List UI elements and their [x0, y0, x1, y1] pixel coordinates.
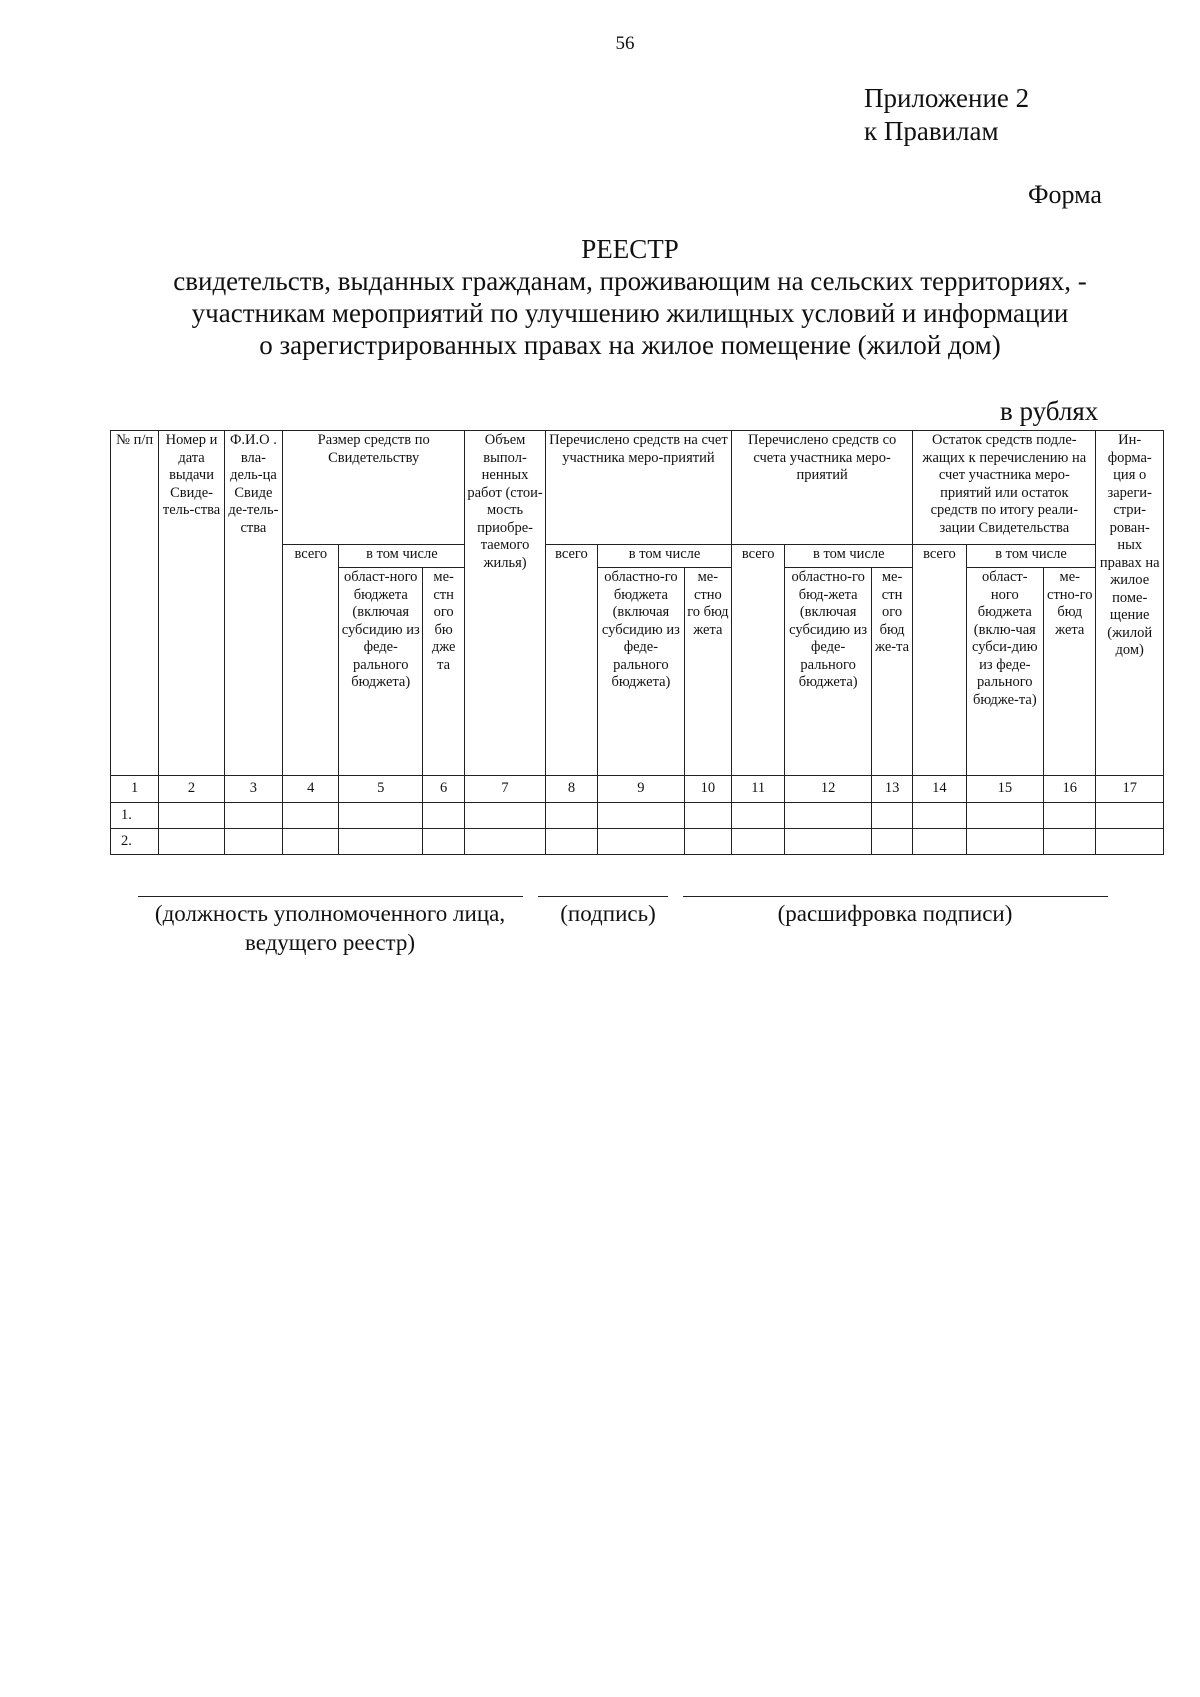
header-certificate-number-date: Номер и дата выдачи Свиде-тель-ства: [159, 431, 224, 776]
header-works-volume: Объем выпол-ненных работ (стои-мость приобре-таемого жилья): [465, 431, 546, 776]
table-cell[interactable]: [545, 803, 597, 829]
table-cell[interactable]: [224, 829, 282, 855]
table-cell[interactable]: [423, 829, 465, 855]
table-cell[interactable]: [913, 803, 966, 829]
position-caption-line1: (должность уполномоченного лица,: [154, 901, 506, 926]
table-row: [111, 829, 1164, 855]
header-including: в том числе: [966, 545, 1096, 568]
header-regional-budget: област-ного бюджета (вклю-чая субси-дию из феде-рального бюдже-та): [966, 568, 1044, 776]
decoding-line: [683, 896, 1108, 897]
table-cell[interactable]: [598, 803, 685, 829]
decoding-caption: (расшифровка подписи): [777, 901, 1013, 926]
header-local-budget: ме-стно-го бюд жета: [1044, 568, 1096, 776]
table-cell[interactable]: [684, 829, 731, 855]
table-cell[interactable]: [159, 803, 224, 829]
column-number: 13: [871, 776, 912, 803]
header-total: всего: [732, 545, 785, 776]
table-cell[interactable]: [871, 829, 912, 855]
table-cell[interactable]: [785, 829, 872, 855]
column-number: 15: [966, 776, 1044, 803]
header-regional-budget: областно-го бюджета (включая субсидию из феде-рального бюджета): [598, 568, 685, 776]
header-local-budget: ме-стн ого бюд же-та: [871, 568, 912, 776]
table-cell[interactable]: [684, 803, 731, 829]
column-number: 6: [423, 776, 465, 803]
table-cell[interactable]: [545, 829, 597, 855]
table-cell[interactable]: [785, 803, 872, 829]
title-line2: свидетельств, выданных гражданам, проживающим на сельских территориях, -: [173, 266, 1087, 296]
table-cell[interactable]: [283, 829, 339, 855]
position-caption-line2: ведущего реестр): [244, 930, 416, 955]
table-cell[interactable]: [224, 803, 282, 829]
column-number: 14: [913, 776, 966, 803]
column-number: 3: [224, 776, 282, 803]
column-number: 9: [598, 776, 685, 803]
header-total: всего: [545, 545, 597, 776]
header-local-budget: ме-стно го бюд жета: [684, 568, 731, 776]
table-cell[interactable]: [423, 803, 465, 829]
column-number: 12: [785, 776, 872, 803]
header-regional-budget: област-ного бюджета (включая субсидию из феде-рального бюджета): [339, 568, 423, 776]
title-line3: участникам мероприятий по улучшению жилищных условий и информации: [191, 298, 1069, 328]
header-certificate-amount: Размер средств по Свидетельству: [283, 431, 465, 545]
table-cell[interactable]: [966, 803, 1044, 829]
header-including: в том числе: [598, 545, 732, 568]
column-number: 5: [339, 776, 423, 803]
header-registered-rights: Ин-форма-ция о зареги-стри-рован-ных правах на жилое поме-щение (жилой дом): [1096, 431, 1164, 776]
column-number: 4: [283, 776, 339, 803]
header-total: всего: [913, 545, 966, 776]
position-caption: [120, 899, 540, 957]
table-cell[interactable]: [966, 829, 1044, 855]
header-including: в том числе: [339, 545, 465, 568]
form-label: Форма: [1028, 180, 1102, 209]
column-number: 8: [545, 776, 597, 803]
signature-line: [538, 896, 668, 897]
page-number: 56: [615, 33, 635, 54]
table-cell[interactable]: [159, 829, 224, 855]
units-label: в рублях: [1000, 396, 1099, 426]
signature-caption: (подпись): [560, 901, 656, 926]
table-cell[interactable]: [732, 829, 785, 855]
table-cell[interactable]: [1096, 803, 1164, 829]
appendix-line2: к Правилам: [864, 116, 999, 146]
table-cell[interactable]: [871, 803, 912, 829]
column-number: 10: [684, 776, 731, 803]
registry-table: [110, 430, 1164, 855]
table-row: [111, 803, 1164, 829]
table-cell[interactable]: [1044, 829, 1096, 855]
header-transferred-to-account: Перечислено средств на счет участника меро-приятий: [545, 431, 731, 545]
header-transferred-from-account: Перечислено средств со счета участника меро-приятий: [732, 431, 913, 545]
position-line: [138, 896, 523, 897]
appendix-reference: [864, 82, 1029, 148]
header-including: в том числе: [785, 545, 913, 568]
header-number: № п/п: [111, 431, 159, 776]
column-number: 1: [111, 776, 159, 803]
title-line1: РЕЕСТР: [581, 234, 679, 264]
row-number: 2.: [111, 829, 159, 855]
document-title: [130, 233, 1130, 361]
table-cell[interactable]: [598, 829, 685, 855]
table-cell[interactable]: [1096, 829, 1164, 855]
table-cell[interactable]: [732, 803, 785, 829]
header-owner-name: Ф.И.О . вла-дель-ца Свиде де-тель-ства: [224, 431, 282, 776]
table-cell[interactable]: [1044, 803, 1096, 829]
header-regional-budget: областно-го бюд-жета (включая субсидию из феде-рального бюджета): [785, 568, 872, 776]
header-remaining-funds: Остаток средств подле-жащих к перечислению на счет участника меро-приятий или остаток средств по итогу реали-зации Свидетельства: [913, 431, 1096, 545]
column-number: 17: [1096, 776, 1164, 803]
table-cell[interactable]: [283, 803, 339, 829]
table-cell[interactable]: [465, 829, 546, 855]
table-cell[interactable]: [339, 803, 423, 829]
row-number: 1.: [111, 803, 159, 829]
table-cell[interactable]: [913, 829, 966, 855]
table-cell[interactable]: [465, 803, 546, 829]
column-number: 2: [159, 776, 224, 803]
appendix-line1: Приложение 2: [864, 83, 1030, 113]
header-total: всего: [283, 545, 339, 776]
column-number: 16: [1044, 776, 1096, 803]
header-local-budget: ме-стн ого бю дже та: [423, 568, 465, 776]
title-line4: о зарегистрированных правах на жилое помещение (жилой дом): [259, 330, 1001, 360]
column-number: 7: [465, 776, 546, 803]
column-number: 11: [732, 776, 785, 803]
table-cell[interactable]: [339, 829, 423, 855]
